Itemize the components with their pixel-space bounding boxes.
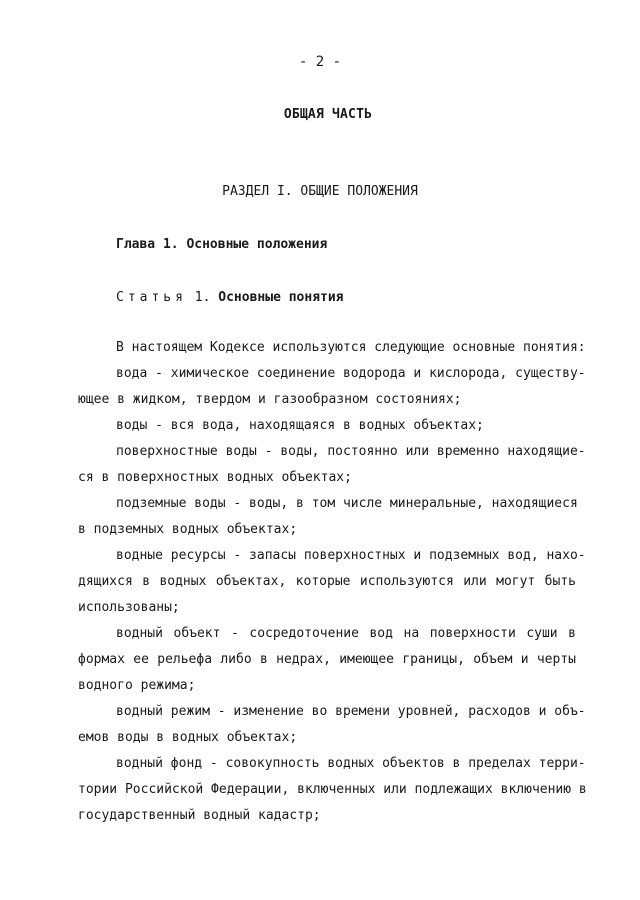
- body-line: водного режима;: [78, 678, 196, 693]
- article-title: [116, 290, 344, 305]
- chapter-title: Глава 1. Основные положения: [116, 237, 328, 252]
- body-line: водный фонд - совокупность водных объектов в пределах терри-: [116, 756, 586, 771]
- body-line: тории Российской Федерации, включенных или подлежащих включению в: [78, 782, 587, 797]
- page-number: - 2 -: [298, 54, 342, 70]
- body-line: использованы;: [78, 600, 180, 615]
- article-prefix: Статья: [116, 290, 187, 305]
- body-line: подземные воды - воды, в том числе минеральные, находящиеся: [116, 496, 578, 511]
- part-title: ОБЩАЯ ЧАСТЬ: [283, 107, 373, 122]
- section-title: РАЗДЕЛ I. ОБЩИЕ ПОЛОЖЕНИЯ: [222, 184, 418, 199]
- body-line: поверхностные воды - воды, постоянно или временно находящие-: [116, 444, 586, 459]
- body-line: формах ее рельефа либо в недрах, имеющее границы, объем и черты: [78, 652, 576, 667]
- body-line: емов воды в водных объектах;: [78, 730, 298, 745]
- body-line: В настоящем Кодексе используются следующие основные понятия:: [116, 340, 586, 355]
- article-heading: Основные понятия: [218, 290, 344, 305]
- body-line: водные ресурсы - запасы поверхностных и подземных вод, нахо-: [116, 548, 586, 563]
- body-line: в подземных водных объектах;: [78, 522, 298, 537]
- body-line: ся в поверхностных водных объектах;: [78, 470, 352, 485]
- body-line: воды - вся вода, находящаяся в водных объектах;: [116, 418, 484, 433]
- body-line: ющее в жидком, твердом и газообразном состояниях;: [78, 392, 462, 407]
- article-number: 1.: [186, 290, 219, 305]
- body-line: государственный водный кадастр;: [78, 808, 321, 823]
- body-line: водный объект - сосредоточение вод на поверхности суши в: [116, 626, 576, 641]
- body-line: вода - химическое соединение водорода и кислорода, существу-: [116, 366, 586, 381]
- body-line: водный режим - изменение во времени уровней, расходов и объ-: [116, 704, 586, 719]
- body-line: дящихся в водных объектах, которые используются или могут быть: [78, 574, 576, 589]
